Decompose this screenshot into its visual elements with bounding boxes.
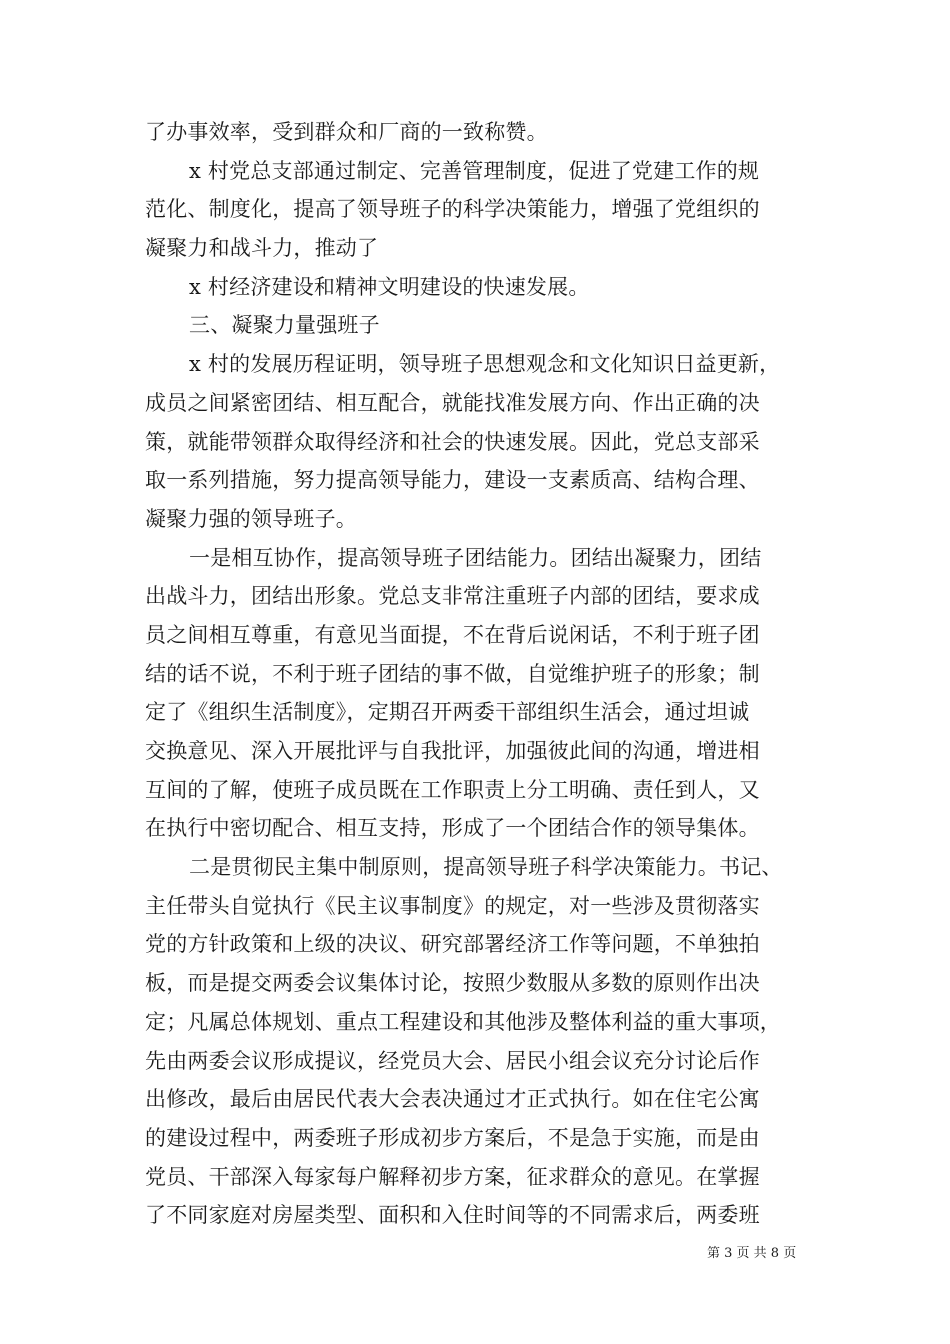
text-line: 主任带头自觉执行《民主议事制度》的规定，对一些涉及贯彻落实 <box>145 893 760 918</box>
text-line: 党的方针政策和上级的决议、研究部署经济工作等问题，不单独拍 <box>145 932 760 957</box>
text-line: 交换意见、深入开展批评与自我批评，加强彼此间的沟通，增进相 <box>145 739 760 763</box>
text-line: 出修改，最后由居民代表大会表决通过才正式执行。如在住宅公寓 <box>145 1087 760 1112</box>
text-line: 党员、干部深入每家每户解释初步方案，征求群众的意见。在掌握 <box>145 1164 760 1189</box>
text-line: 二是贯彻民主集中制原则，提高领导班子科学决策能力。书记、 <box>189 855 783 880</box>
text-line: 员之间相互尊重，有意见当面提，不在背后说闲话，不利于班子团 <box>145 622 760 647</box>
text-line: 凝聚力和战斗力，推动了 <box>145 236 379 261</box>
page-number: 第 3 页 共 8 页 <box>707 1246 797 1261</box>
text-line: 策，就能带领群众取得经济和社会的快速发展。因此，党总支部采 <box>145 429 760 454</box>
text-line: 成员之间紧密团结、相互配合，就能找准发展方向、作出正确的决 <box>145 390 760 415</box>
text-line: 出战斗力，团结出形象。党总支非常注重班子内部的团结，要求成 <box>145 584 760 609</box>
text-line: 三、凝聚力量强班子 <box>189 313 380 338</box>
text-line: x 村党总支部通过制定、完善管理制度，促进了党建工作的规 <box>189 158 760 183</box>
text-line: 范化、制度化，提高了领导班子的科学决策能力，增强了党组织的 <box>145 197 760 222</box>
text-line: 先由两委会议形成提议，经党员大会、居民小组会议充分讨论后作 <box>145 1048 760 1073</box>
text-line: 了办事效率，受到群众和厂商的一致称赞。 <box>145 120 548 144</box>
document-body <box>145 113 810 1235</box>
text-line: x 村的发展历程证明，领导班子思想观念和文化知识日益更新， <box>189 352 781 377</box>
text-line: 定；凡属总体规划、重点工程建设和其他涉及整体利益的重大事项， <box>145 1009 781 1034</box>
text-line: 结的话不说，不利于班子团结的事不做，自觉维护班子的形象；制 <box>145 661 760 686</box>
text-line: 板，而是提交两委会议集体讨论，按照少数服从多数的原则作出决 <box>145 971 760 996</box>
text-line: 的建设过程中，两委班子形成初步方案后，不是急于实施，而是由 <box>145 1125 760 1150</box>
text-line: 在执行中密切配合、相互支持，形成了一个团结合作的领导集体。 <box>145 816 760 841</box>
text-line: 一是相互协作，提高领导班子团结能力。团结出凝聚力，团结 <box>189 545 762 570</box>
text-line: x 村经济建设和精神文明建设的快速发展。 <box>189 274 590 299</box>
text-line: 定了《组织生活制度》，定期召开两委干部组织生活会，通过坦诚 <box>145 700 750 725</box>
text-line: 互间的了解，使班子成员既在工作职责上分工明确、责任到人，又 <box>145 777 760 802</box>
text-line: 了不同家庭对房屋类型、面积和入住时间等的不同需求后，两委班 <box>145 1203 760 1228</box>
text-line: 凝聚力强的领导班子。 <box>145 506 357 531</box>
text-line: 取一系列措施，努力提高领导能力，建设一支素质高、结构合理、 <box>145 468 760 493</box>
